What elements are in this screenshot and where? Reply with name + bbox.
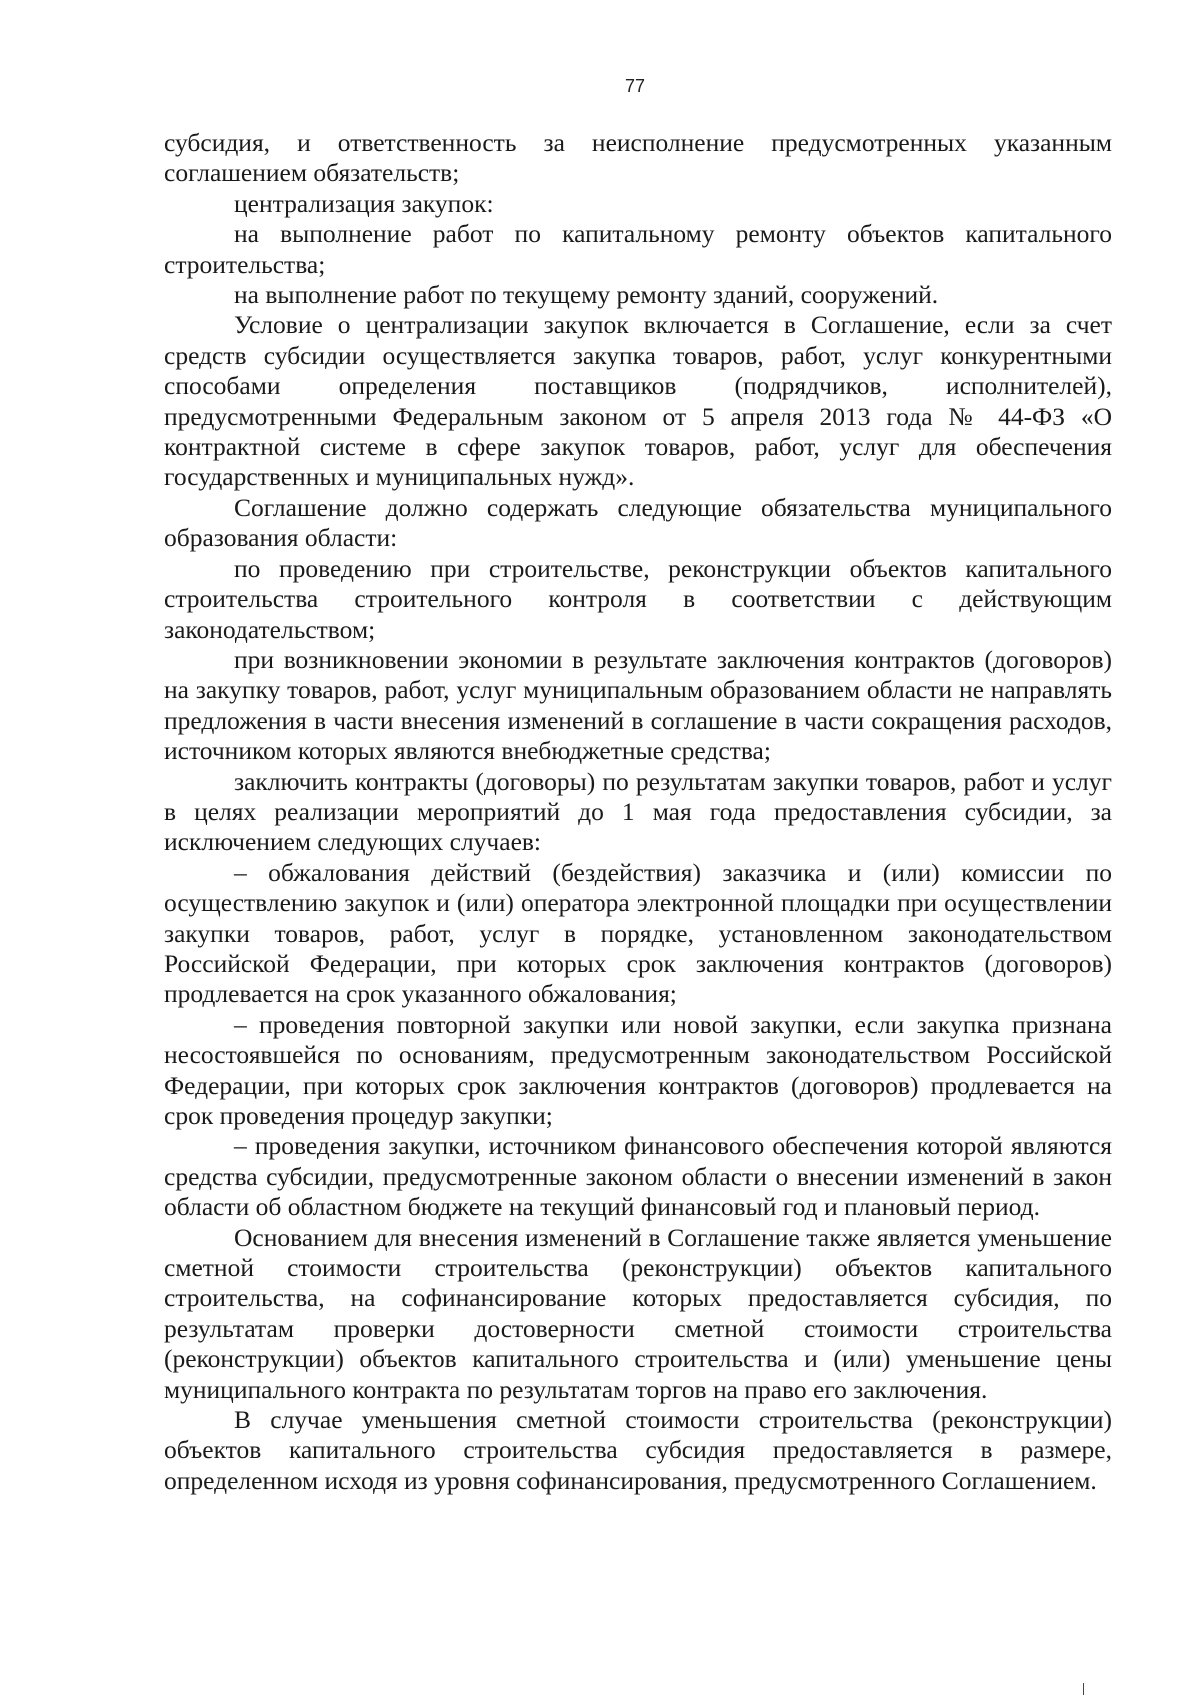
paragraph: субсидия, и ответственность за неисполнение предусмотренных указанным соглашением обязательств; bbox=[164, 128, 1112, 188]
paragraph: – проведения закупки, источником финансового обеспечения которой являются средства субсидии, предусмотренные законом области о внесении изменений в закон области об областном бюджете на текущий финансовый год и плановый период. bbox=[164, 1131, 1112, 1222]
paragraph: В случае уменьшения сметной стоимости строительства (реконструкции) объектов капитального строительства субсидия предоставляется в размере, определенном исходя из уровня софинансирования, предусмотренного Соглашением. bbox=[164, 1405, 1112, 1495]
paragraph: – проведения повторной закупки или новой закупки, если закупка признана несостоявшейся по основаниям, предусмотренным законодательством Российской Федерации, при которых срок заключения контрактов (договоров) продлевается на срок проведения процедур закупки; bbox=[164, 1009, 1112, 1130]
paragraph: на выполнение работ по капитальному ремонту объектов капитального строительства; bbox=[164, 219, 1112, 279]
paragraph: на выполнение работ по текущему ремонту зданий, сооружений. bbox=[234, 280, 939, 310]
paragraph: при возникновении экономии в результате заключения контрактов (договоров) на закупку товаров, работ, услуг муниципальным образованием области не направлять предложения в части внесения изменений в соглашение в части сокращения расходов, источником которых являются внебюджетные средства; bbox=[164, 644, 1112, 766]
paragraph: централизация закупок: bbox=[234, 188, 494, 218]
paragraph: Основанием для внесения изменений в Соглашение также является уменьшение сметной стоимости строительства (реконструкции) объектов капитального строительства, на софинансирование которых предоставляется субсидия, по результатам проверки достоверности сметной стоимости строительства (реконструкции) объектов капитального строительства и (или) уменьшение цены муниципального контракта по результатам торгов на право его заключения. bbox=[164, 1222, 1112, 1404]
paragraph: по проведению при строительстве, реконструкции объектов капитального строительства строительного контроля в соответствии с действующим законодательством; bbox=[164, 553, 1112, 644]
paragraph: Соглашение должно содержать следующие обязательства муниципального образования области: bbox=[164, 492, 1112, 553]
scan-mark bbox=[1083, 1683, 1084, 1695]
paragraph: – обжалования действий (бездействия) заказчика и (или) комиссии по осуществлению закупок и (или) оператора электронной площадки при осуществлении закупки товаров, работ, услуг в порядке, установленном законодательством Российской Федерации, при которых срок заключения контрактов (договоров) продлевается на срок указанного обжалования; bbox=[164, 857, 1112, 1009]
paragraph: заключить контракты (договоры) по результатам закупки товаров, работ и услуг в целях реализации мероприятий до 1 мая года предоставления субсидии, за исключением следующих случаев: bbox=[164, 766, 1112, 857]
page-number: 77 bbox=[624, 76, 646, 96]
paragraph: Условие о централизации закупок включается в Соглашение, если за счет средств субсидии осуществляется закупка товаров, работ, услуг конкурентными способами определения поставщиков (подрядчиков, исполнителей), предусмотренными Федеральным законом от 5 апреля 2013 года № 44-ФЗ «О контрактной системе в сфере закупок товаров, работ, услуг для обеспечения государственных и муниципальных нужд». bbox=[164, 310, 1112, 492]
body-text bbox=[164, 128, 1112, 1496]
